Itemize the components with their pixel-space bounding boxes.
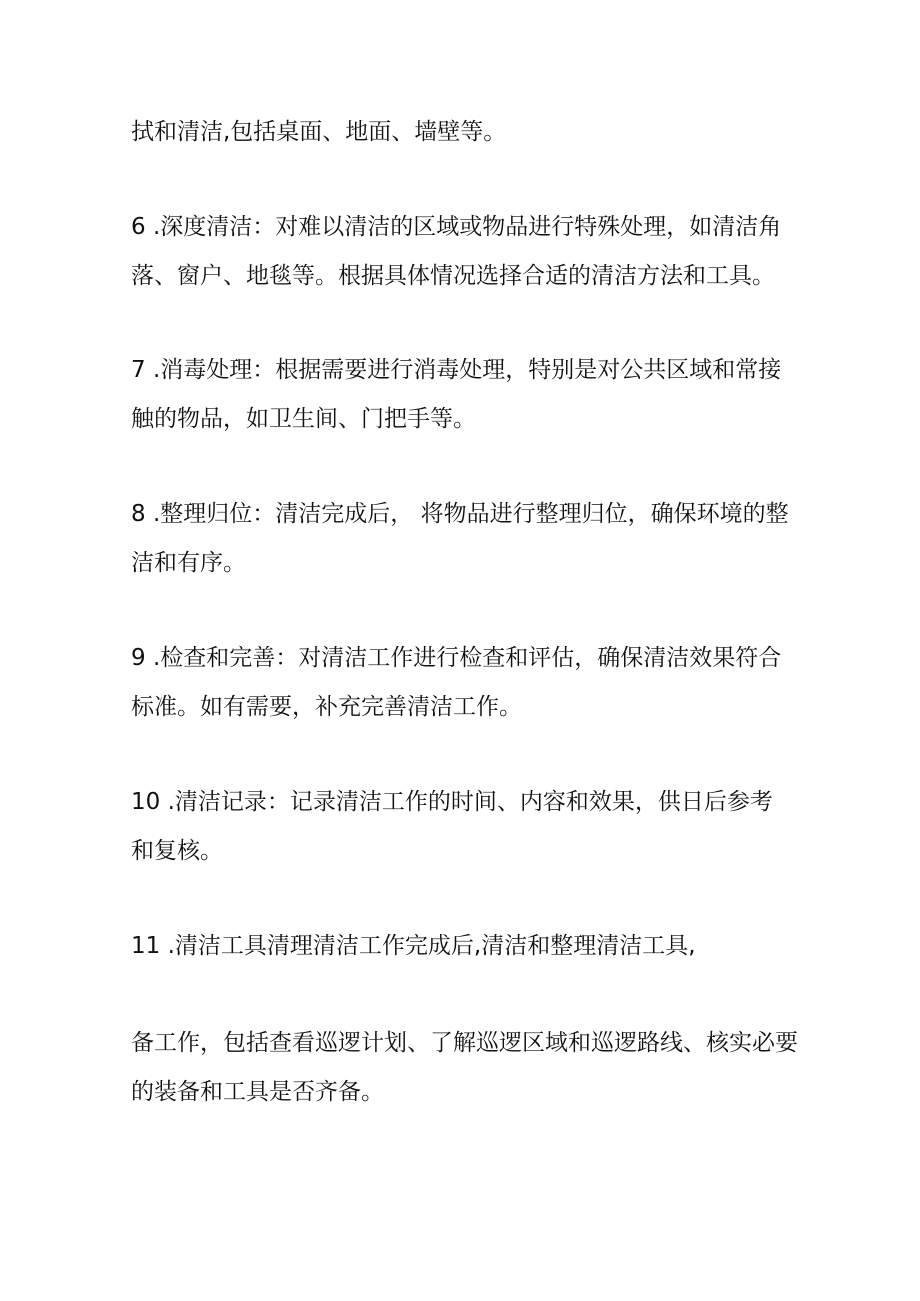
paragraph-item-9 — [131, 634, 796, 732]
text-line: 标准。如有需要，补充完善清洁工作。 — [131, 694, 522, 720]
text-line: 洁和有序。 — [131, 550, 246, 576]
text-line: 和复核。 — [131, 838, 223, 864]
text-line: 9 .检查和完善：对清洁工作进行检查和评估，确保清洁效果符合 — [131, 645, 782, 671]
text-line: 7 .消毒处理：根据需要进行消毒处理，特别是对公共区域和常接 — [131, 357, 782, 383]
text-line: 的装备和工具是否齐备。 — [131, 1079, 384, 1105]
text-line: 拭和清洁,包括桌面、地面、墙壁等。 — [131, 119, 507, 145]
paragraph-patrol-prep — [131, 1019, 796, 1117]
paragraph-item-8 — [131, 490, 796, 588]
paragraph-item-11 — [131, 922, 796, 971]
text-line: 6 .深度清洁：对难以清洁的区域或物品进行特殊处理，如清洁角 — [131, 214, 782, 240]
text-line: 8 .整理归位：清洁完成后， 将物品进行整理归位，确保环境的整 — [131, 501, 789, 527]
text-line: 10 .清洁记录：记录清洁工作的时间、内容和效果，供日后参考 — [131, 789, 773, 815]
text-line: 备工作，包括查看巡逻计划、了解巡逻区域和巡逻路线、核实必要 — [131, 1030, 798, 1056]
paragraph-item-10 — [131, 778, 796, 876]
paragraph-continued-5 — [131, 108, 796, 157]
text-line: 11 .清洁工具清理清洁工作完成后,清洁和整理清洁工具, — [131, 933, 696, 959]
text-line: 落、窗户、地毯等。根据具体情况选择合适的清洁方法和工具。 — [131, 263, 775, 289]
paragraph-item-6 — [131, 203, 796, 301]
paragraph-item-7 — [131, 346, 796, 444]
text-line: 触的物品，如卫生间、门把手等。 — [131, 406, 476, 432]
